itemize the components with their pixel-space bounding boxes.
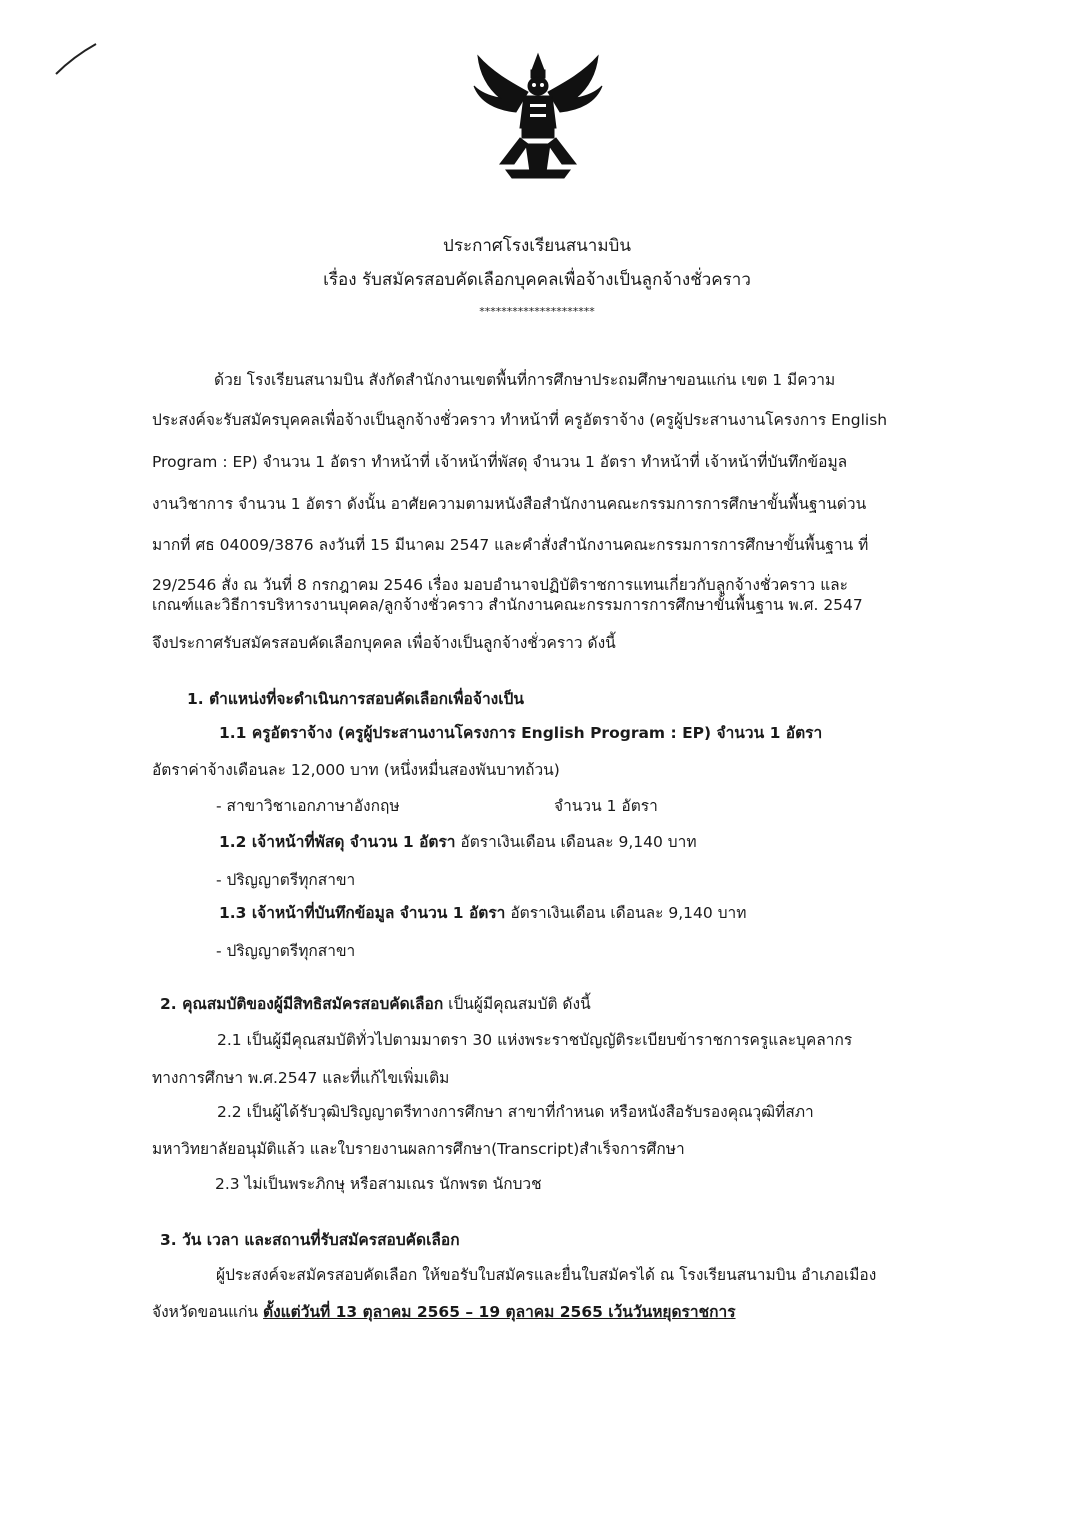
item-1-1-title: 1.1 ครูอัตราจ้าง (ครูผู้ประสานงานโครงการ English Program : EP) จำนวน 1 อัตรา — [219, 724, 823, 742]
announcement-title: ประกาศโรงเรียนสนามบิน — [443, 236, 631, 256]
separator-stars: ********************* — [479, 305, 595, 318]
item-1-3-rate: อัตราเงินเดือน เดือนละ 9,140 บาท — [505, 904, 747, 922]
section-3-heading: 3. วัน เวลา และสถานที่รับสมัครสอบคัดเลือก — [160, 1231, 460, 1249]
item-2-3: 2.3 ไม่เป็นพระภิกษุ หรือสามเณร นักพรต นักบวช — [215, 1175, 542, 1193]
item-1-2-rate: อัตราเงินเดือน เดือนละ 9,140 บาท — [455, 833, 697, 851]
intro-line-8: จึงประกาศรับสมัครสอบคัดเลือกบุคคล เพื่อจ้างเป็นลูกจ้างชั่วคราว ดังนี้ — [152, 634, 616, 652]
section-2-heading-tail: เป็นผู้มีคุณสมบัติ ดังนี้ — [443, 995, 591, 1013]
item-2-1-line-1: 2.1 เป็นผู้มีคุณสมบัติทั่วไปตามมาตรา 30 แห่งพระราชบัญญัติระเบียบข้าราชการครูและบุคลากร — [217, 1031, 853, 1049]
section-2-heading: 2. คุณสมบัติของผู้มีสิทธิสมัครสอบคัดเลือก — [160, 995, 444, 1013]
intro-line-7: เกณฑ์และวิธีการบริหารงานบุคคล/ลูกจ้างชั่วคราว สำนักงานคณะกรรมการการศึกษาขั้นพื้นฐาน พ.ศ. 2547 — [152, 596, 863, 614]
item-1-1-major-count: จำนวน 1 อัตรา — [554, 797, 658, 815]
item-2-1-line-2: ทางการศึกษา พ.ศ.2547 และที่แก้ไขเพิ่มเติม — [152, 1069, 450, 1087]
intro-line-5: มากที่ ศธ 04009/3876 ลงวันที่ 15 มีนาคม 2547 และคำสั่งสำนักงานคณะกรรมการการศึกษาขั้นพื้นฐาน ที่ — [152, 536, 869, 554]
item-1-3-requirement: - ปริญญาตรีทุกสาขา — [216, 942, 356, 960]
item-1-3-title: 1.3 เจ้าหน้าที่บันทึกข้อมูล จำนวน 1 อัตรา — [219, 904, 506, 922]
section-3-line-1: ผู้ประสงค์จะสมัครสอบคัดเลือก ให้ขอรับใบสมัครและยื่นใบสมัครได้ ณ โรงเรียนสนามบิน อำเภอเมือง — [216, 1266, 877, 1284]
item-1-1-major: - สาขาวิชาเอกภาษาอังกฤษ — [216, 797, 400, 815]
pen-mark — [52, 40, 102, 80]
intro-line-3: Program : EP) จำนวน 1 อัตรา ทำหน้าที่ เจ้าหน้าที่พัสดุ จำนวน 1 อัตรา ทำหน้าที่ เจ้าหน้าที่บันทึกข้อมูล — [152, 453, 848, 471]
item-1-2-requirement: - ปริญญาตรีทุกสาขา — [216, 871, 356, 889]
intro-line-4: งานวิชาการ จำนวน 1 อัตรา ดังนั้น อาศัยความตามหนังสือสำนักงานคณะกรรมการการศึกษาขั้นพื้นฐานด่วน — [152, 495, 867, 513]
intro-line-1: ด้วย โรงเรียนสนามบิน สังกัดสำนักงานเขตพื้นที่การศึกษาประถมศึกษาขอนแก่น เขต 1 มีความ — [214, 371, 836, 389]
item-2-2-line-1: 2.2 เป็นผู้ได้รับวุฒิปริญญาตรีทางการศึกษา สาขาที่กำหนด หรือหนังสือรับรองคุณวุฒิที่สภา — [217, 1103, 814, 1121]
intro-line-2: ประสงค์จะรับสมัครบุคคลเพื่อจ้างเป็นลูกจ้างชั่วคราว ทำหน้าที่ ครูอัตราจ้าง (ครูผู้ประสานงานโครงการ English — [152, 411, 888, 429]
section-1-heading: 1. ตำแหน่งที่จะดำเนินการสอบคัดเลือกเพื่อจ้างเป็น — [187, 690, 524, 708]
application-dates: ตั้งแต่วันที่ 13 ตุลาคม 2565 – 19 ตุลาคม 2565 เว้นวันหยุดราชการ — [263, 1303, 736, 1321]
announcement-subject: เรื่อง รับสมัครสอบคัดเลือกบุคคลเพื่อจ้างเป็นลูกจ้างชั่วคราว — [323, 270, 751, 290]
item-2-2-line-2: มหาวิทยาลัยอนุมัติแล้ว และใบรายงานผลการศึกษา(Transcript)สำเร็จการศึกษา — [152, 1140, 685, 1158]
item-1-1-rate: อัตราค่าจ้างเดือนละ 12,000 บาท (หนึ่งหมื่นสองพันบาทถ้วน) — [152, 761, 560, 779]
item-1-2-title: 1.2 เจ้าหน้าที่พัสดุ จำนวน 1 อัตรา — [219, 833, 456, 851]
garuda-emblem-icon — [470, 52, 606, 182]
intro-line-6: 29/2546 สั่ง ณ วันที่ 8 กรกฎาคม 2546 เรื่อง มอบอำนาจปฏิบัติราชการแทนเกี่ยวกับลูกจ้างชั่วคราว และ — [152, 576, 849, 594]
section-3-line-2-prefix: จังหวัดขอนแก่น — [152, 1303, 264, 1321]
